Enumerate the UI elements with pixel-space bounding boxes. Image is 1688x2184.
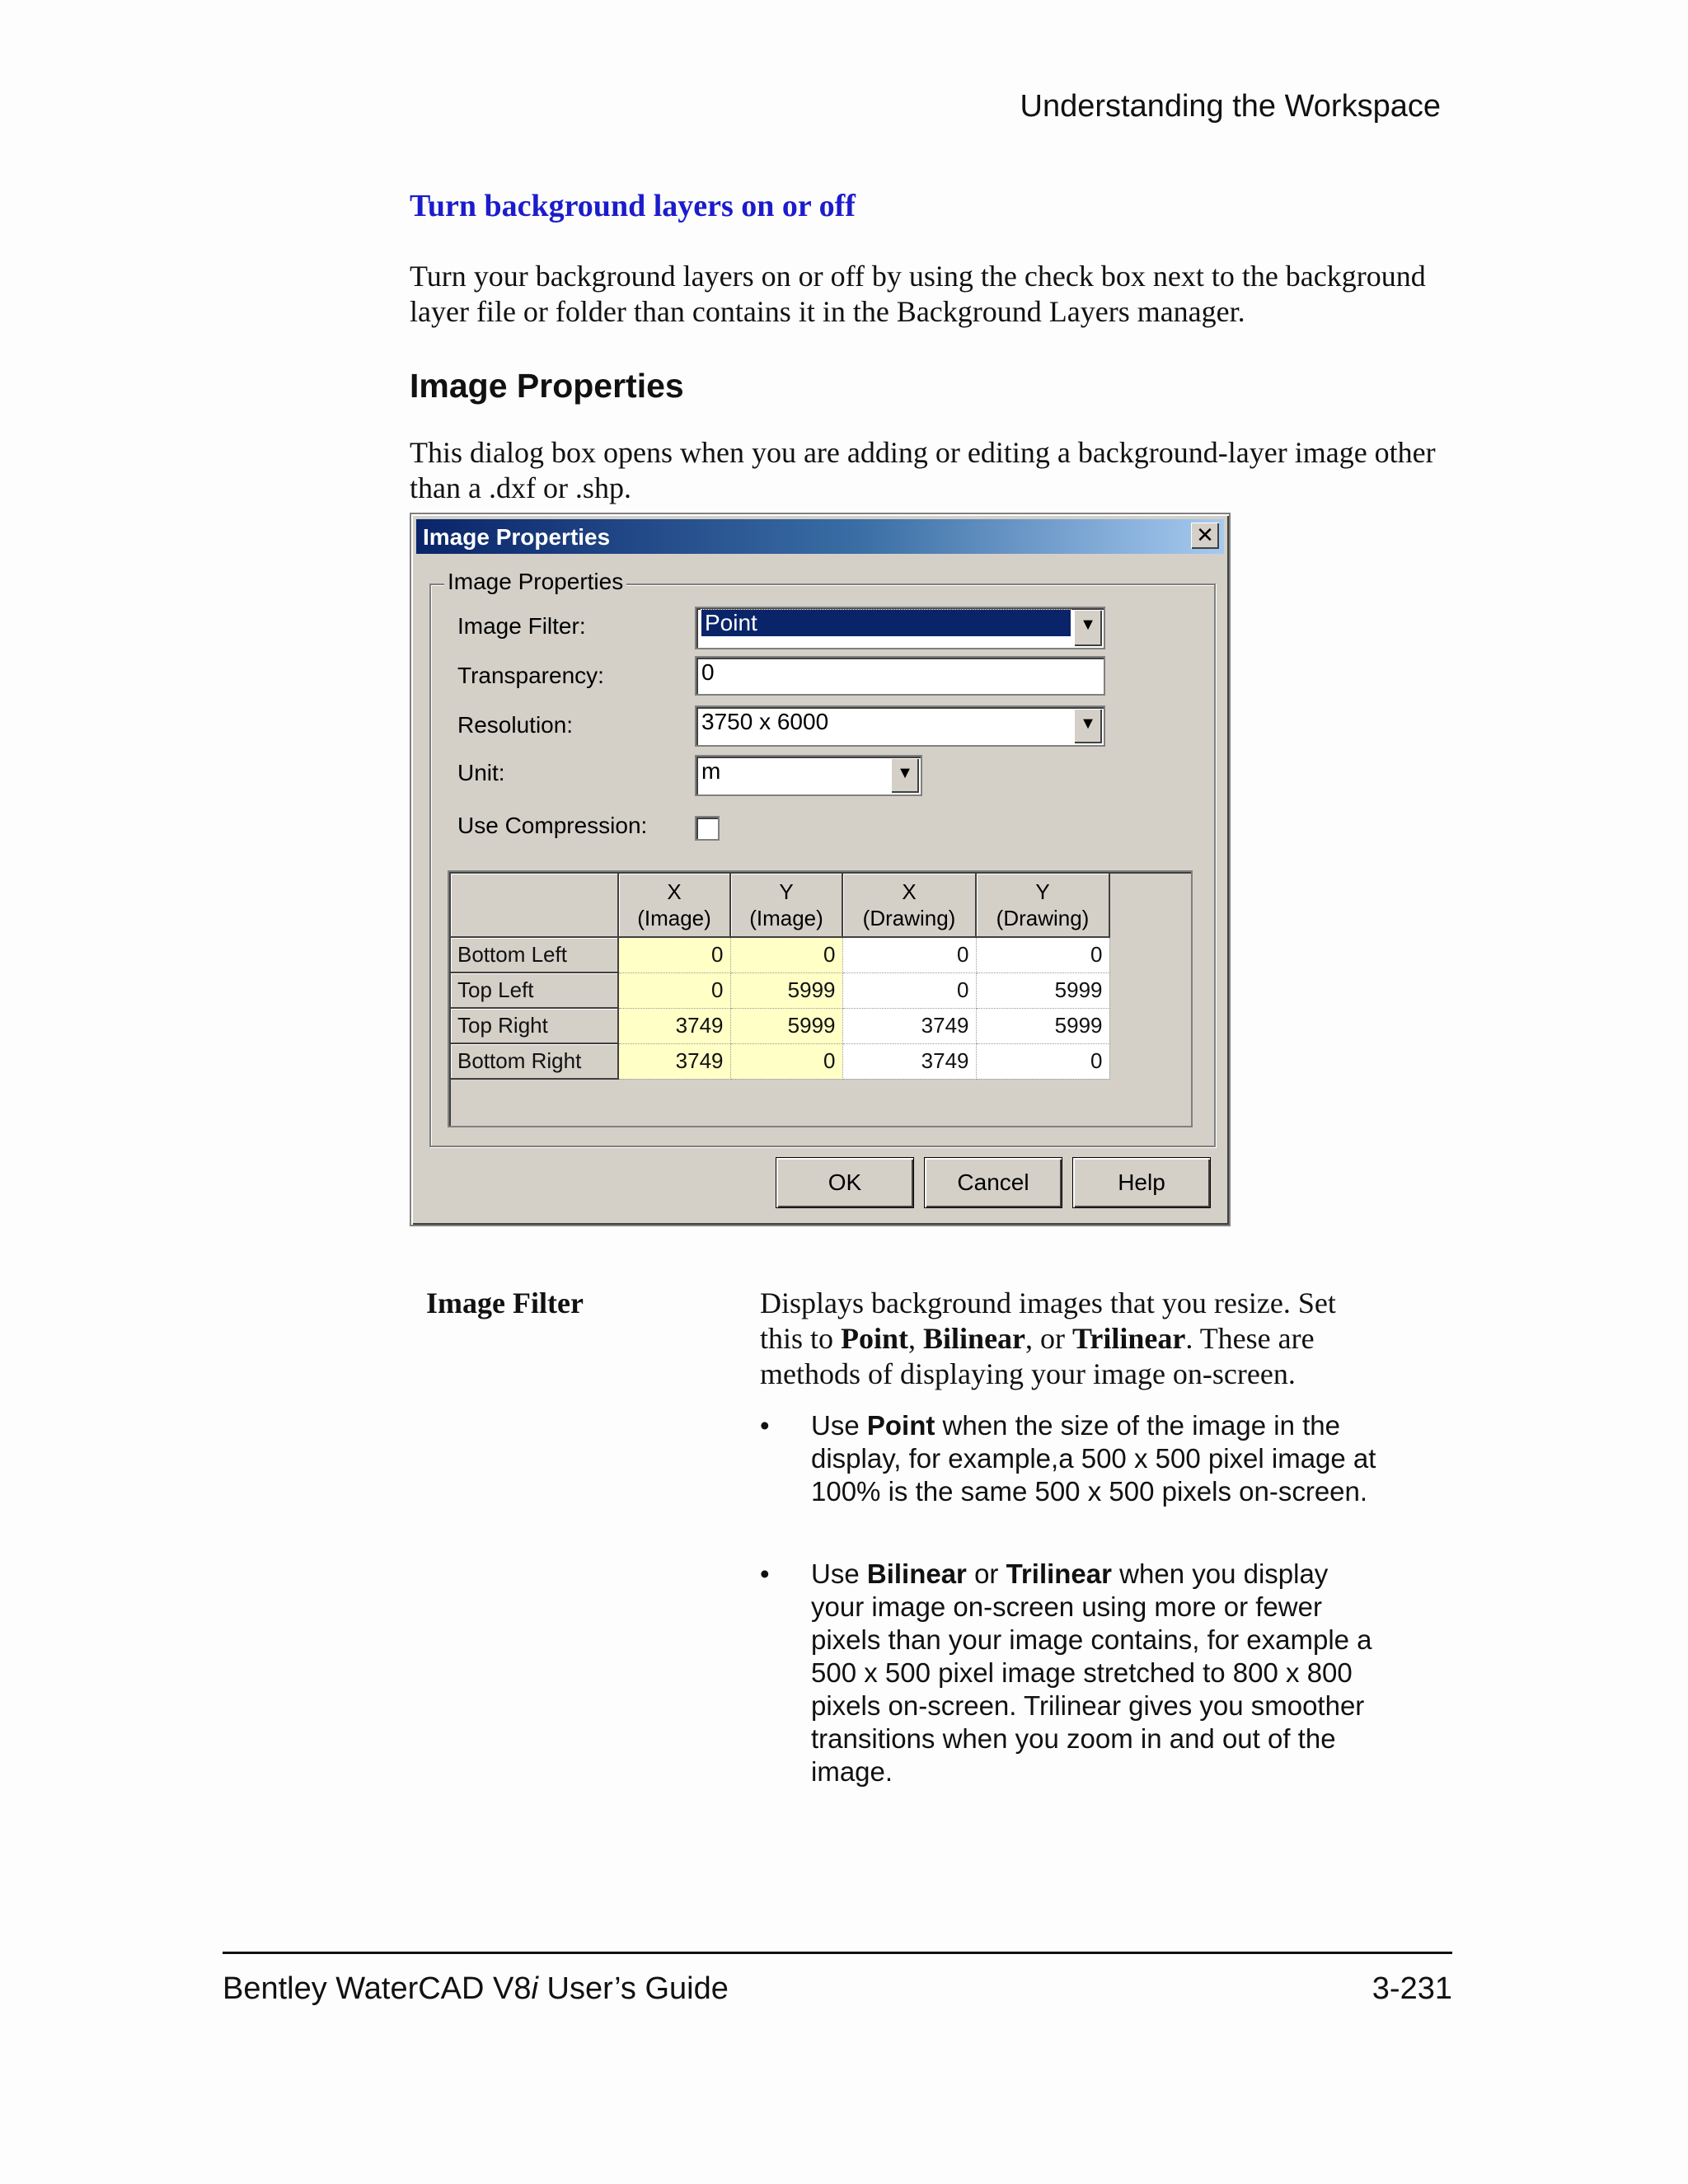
desc-text: Displays background images that you resize. Set this to [760, 1286, 1336, 1355]
resolution-label: Resolution: [457, 712, 574, 738]
cell-y-drawing[interactable]: 0 [976, 937, 1109, 972]
unit-label: Unit: [457, 760, 505, 785]
table-row [451, 1008, 1109, 1043]
image-filter-label: Image Filter: [457, 613, 586, 639]
desc-text: . These are methods of displaying your image on-screen. [760, 1322, 1315, 1390]
resolution-value: 3750 x 6000 [701, 709, 829, 734]
section-link-heading[interactable]: Turn background layers on or off [410, 189, 856, 223]
image-properties-dialog [410, 513, 1231, 1226]
desc-text: , [908, 1322, 924, 1355]
cell-y-drawing[interactable]: 5999 [976, 972, 1109, 1008]
bullet-text [811, 1409, 1380, 1508]
definition-description [760, 1286, 1370, 1392]
cell-x-image[interactable]: 3749 [618, 1043, 730, 1079]
cancel-button[interactable]: Cancel [924, 1157, 1062, 1208]
cell-x-drawing[interactable]: 0 [842, 937, 976, 972]
table-row [451, 972, 1109, 1008]
cell-x-drawing[interactable]: 0 [842, 972, 976, 1008]
bullet-bold: Bilinear [866, 1558, 967, 1589]
definition-term: Image Filter [426, 1286, 584, 1319]
grid-header-y-drawing[interactable]: Y (Drawing) [976, 874, 1109, 937]
footer-title-italic: i [531, 1971, 538, 2006]
page-number: 3-231 [1372, 1971, 1452, 2006]
intro-paragraph: Turn your background layers on or off by using the check box next to the background layer file or folder than contains it in the Background Layers manager. [410, 260, 1426, 328]
bullet-icon: • [760, 1410, 770, 1441]
row-label: Top Right [451, 1008, 618, 1043]
group-label: Image Properties [444, 569, 626, 595]
footer-rule [223, 1952, 1452, 1954]
cell-y-image[interactable]: 5999 [730, 972, 842, 1008]
close-icon[interactable]: ✕ [1191, 523, 1219, 549]
grid-header-y-image[interactable]: Y (Image) [730, 874, 842, 937]
grid-header-x-drawing[interactable]: X (Drawing) [842, 874, 976, 937]
desc-bold: Point [841, 1322, 909, 1355]
cell-x-image[interactable]: 0 [618, 972, 730, 1008]
cell-x-image[interactable]: 0 [618, 937, 730, 972]
dialog-titlebar[interactable] [416, 519, 1224, 554]
row-label: Bottom Right [451, 1043, 618, 1079]
unit-value: m [701, 758, 721, 784]
table-row [451, 1043, 1109, 1079]
grid-corner-header [451, 874, 618, 937]
compression-checkbox[interactable] [695, 816, 720, 841]
chevron-down-icon[interactable]: ▼ [1074, 709, 1102, 743]
cell-y-image[interactable]: 0 [730, 937, 842, 972]
cell-y-image[interactable]: 0 [730, 1043, 842, 1079]
desc-bold: Trilinear [1072, 1322, 1186, 1355]
chevron-down-icon[interactable]: ▼ [891, 758, 919, 793]
cell-x-image[interactable]: 3749 [618, 1008, 730, 1043]
bullet-bold: Trilinear [1006, 1558, 1112, 1589]
cell-y-drawing[interactable]: 0 [976, 1043, 1109, 1079]
footer-book-title [223, 1971, 729, 2007]
image-filter-select[interactable] [695, 607, 1105, 649]
bullet-part: when you display your image on-screen using more or fewer pixels than your image contains, for example a 500 x 500 pixel image stretched to 800 x 800 pixels on-screen. Trilinear gives you smoother transitions when you zoom in and out of the image. [811, 1558, 1372, 1787]
footer-title-prefix: Bentley WaterCAD V8 [223, 1971, 532, 2006]
bullet-icon: • [760, 1558, 770, 1589]
running-header: Understanding the Workspace [1020, 89, 1441, 124]
resolution-select[interactable] [695, 705, 1105, 747]
desc-text: , or [1025, 1322, 1073, 1355]
row-label: Bottom Left [451, 937, 618, 972]
row-label: Top Left [451, 972, 618, 1008]
cell-y-drawing[interactable]: 5999 [976, 1008, 1109, 1043]
footer-title-suffix: User’s Guide [537, 1971, 729, 2006]
dialog-intro-paragraph: This dialog box opens when you are adding or editing a background-layer image other than a .dxf or .shp. [410, 436, 1436, 504]
unit-select[interactable] [695, 755, 922, 796]
compression-label: Use Compression: [457, 813, 648, 838]
cell-x-drawing[interactable]: 3749 [842, 1043, 976, 1079]
desc-bold: Bilinear [923, 1322, 1026, 1355]
transparency-input[interactable]: 0 [695, 656, 1105, 696]
grid-header-x-image[interactable]: X (Image) [618, 874, 730, 937]
bullet-text [811, 1558, 1380, 1788]
bullet-part: or [966, 1558, 1006, 1589]
table-row [451, 937, 1109, 972]
transparency-label: Transparency: [457, 663, 604, 688]
section-heading: Image Properties [410, 367, 684, 405]
cell-y-image[interactable]: 5999 [730, 1008, 842, 1043]
chevron-down-icon[interactable]: ▼ [1074, 610, 1102, 646]
cell-x-drawing[interactable]: 3749 [842, 1008, 976, 1043]
dialog-title: Image Properties [423, 524, 611, 550]
image-filter-value: Point [701, 610, 1071, 636]
bullet-part: Use [811, 1410, 867, 1441]
ok-button[interactable]: OK [776, 1157, 914, 1208]
bullet-bold: Point [866, 1410, 935, 1441]
help-button[interactable]: Help [1072, 1157, 1211, 1208]
bullet-part: Use [811, 1558, 867, 1589]
coordinates-grid [448, 870, 1193, 1127]
bullet-part: when the size of the image in the display, for example,a 500 x 500 pixel image at 100% is the same 500 x 500 pixels on-screen. [811, 1410, 1376, 1507]
